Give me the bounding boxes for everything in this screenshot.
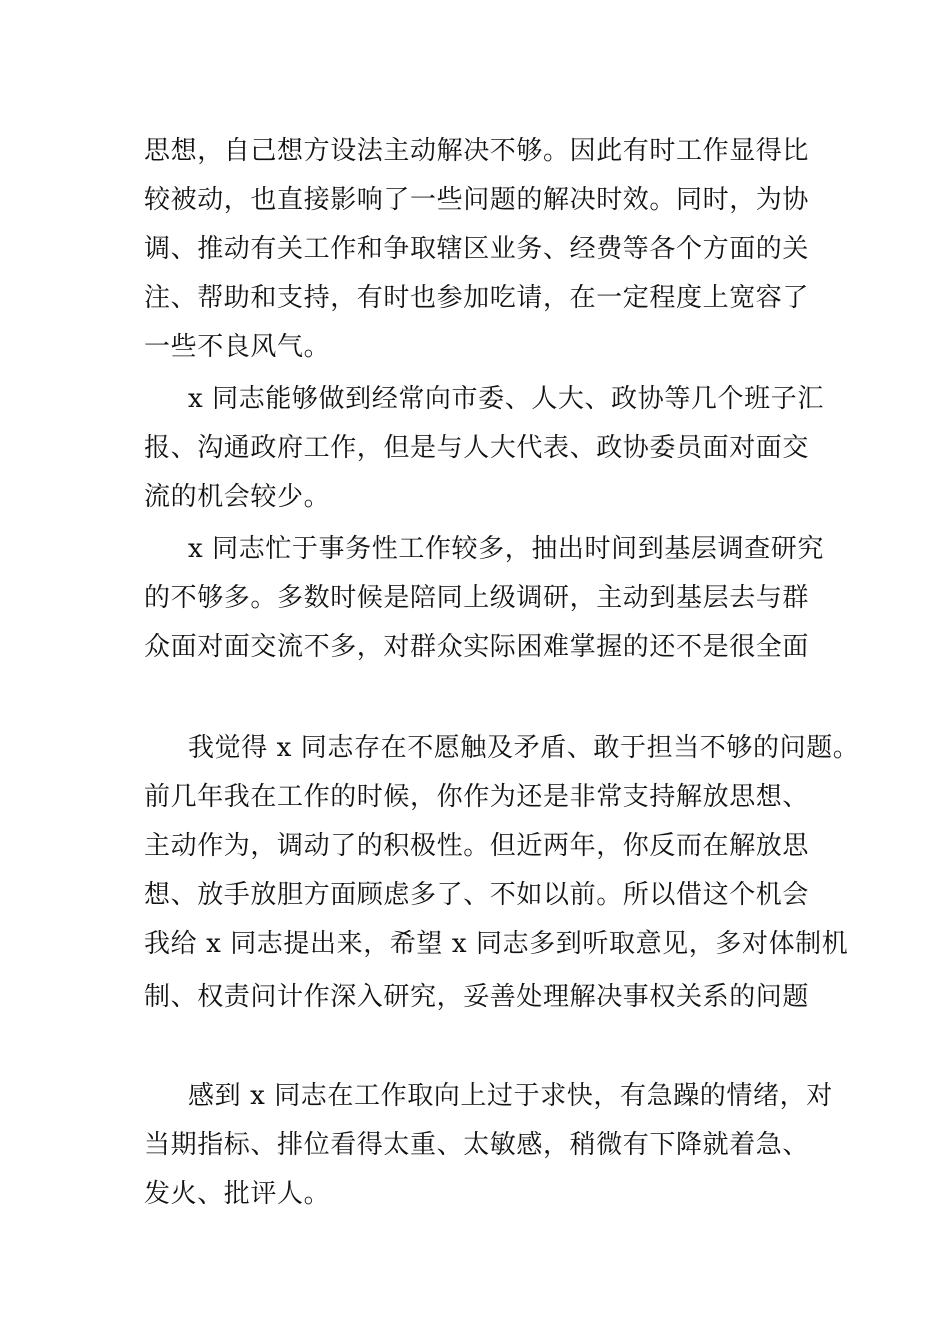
text-line: 想、放手放胆方面顾虑多了、不如以前。所以借这个机会 [144, 880, 810, 910]
text-line: 我觉得 x 同志存在不愿触及矛盾、敢于担当不够的问题。 [188, 733, 860, 763]
text-line: 注、帮助和支持，有时也参加吃请，在一定程度上宽容了 [144, 283, 810, 313]
text-line: 流的机会较少。 [144, 482, 331, 512]
text-line: 一些不良风气。 [144, 332, 331, 362]
text-line: 发火、批评人。 [144, 1179, 331, 1209]
text-line: 调、推动有关工作和争取辖区业务、经费等各个方面的关 [144, 234, 810, 264]
text-line: 制、权责问计作深入研究，妥善处理解决事权关系的问题 [144, 982, 810, 1012]
text-line: 的不够多。多数时候是陪同上级调研，主动到基层去与群 [144, 583, 810, 613]
text-line: 我给 x 同志提出来，希望 x 同志多到听取意见，多对体制机 [144, 929, 849, 959]
text-line: 思想，自己想方设法主动解决不够。因此有时工作显得比 [144, 136, 810, 166]
text-line: 众面对面交流不多，对群众实际困难掌握的还不是很全面 [144, 632, 810, 662]
text-line: 前几年我在工作的时候，你作为还是非常支持解放思想、 [144, 782, 810, 812]
text-line: 报、沟通政府工作，但是与人大代表、政协委员面对面交 [144, 433, 810, 463]
text-line: 主动作为，调动了的积极性。但近两年，你反而在解放思 [144, 831, 810, 861]
text-line: x 同志忙于事务性工作较多，抽出时间到基层调查研究 [188, 534, 824, 564]
text-line: 当期指标、排位看得太重、太敏感，稍微有下降就着急、 [144, 1130, 810, 1160]
text-line: x 同志能够做到经常向市委、人大、政协等几个班子汇 [188, 384, 824, 414]
text-line: 较被动，也直接影响了一些问题的解决时效。同时，为协 [144, 185, 810, 215]
text-line: 感到 x 同志在工作取向上过于求快，有急躁的情绪，对 [188, 1081, 833, 1111]
